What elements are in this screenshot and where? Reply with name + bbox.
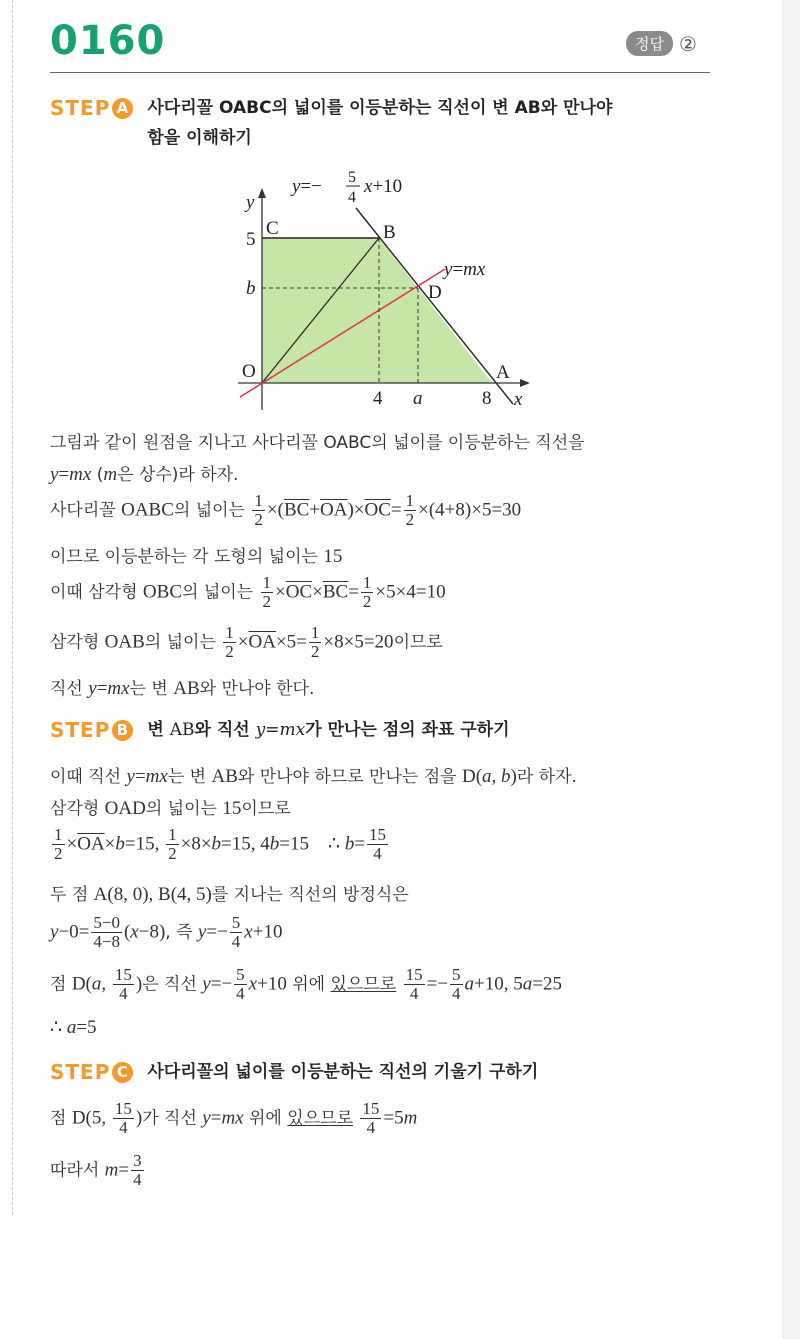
problem-number: 0160 [50,18,166,64]
step-a-title-line2: 함을 이해하기 [147,128,252,148]
c-line1: 점 D(5, $\frac{15}{4}$ )가 직선 y=mx 위에 있으므로 $\frac{15}{4}$ =5m [50,1099,418,1137]
page-shadow [782,0,800,1339]
point-d-label: D [428,282,442,303]
tick-5: 5 [246,229,256,250]
step-c-label [50,1060,133,1084]
eq-ab-label: y=− [292,176,322,197]
page-edge-dashed [12,0,13,1215]
a-line2: y=mx (m은 상수)라 하자. [50,464,239,485]
step-c-word: STEP [50,1060,111,1084]
tick-b: b [246,278,256,299]
trapezoid-figure [230,170,550,420]
c-line2: 따라서 m= $\frac{3}{4}$ [50,1151,142,1189]
header-divider [50,72,710,73]
step-b-letter: B [112,720,133,741]
a-line3: 사다리꼴 OABC의 넓이는 $\frac{1}{2}$ $\times(\overline{BC}+\overline{OA})\times\overline{OC}=$ $\frac{1}{2}$ ×(4+8)×5=30 [50,491,522,529]
step-a-title-line1: 사다리꼴 OABC의 넓이를 이등분하는 직선이 변 AB와 만나야 [147,98,613,118]
b-line6: 점 D(a, $\frac{15}{4}$ )은 직선 y=− $\frac{5}{4}$ x+10 위에 있으므로 $\frac{15}{4}$ =− $\frac{5}{4}$ a+10, 5a=25 [50,965,562,1003]
a-line5: 이때 삼각형 OBC의 넓이는 $\frac{1}{2}$ $\times\overline{OC}\times\overline{BC}=$ $\frac{1}{2}$ ×5×4=10 [50,573,446,611]
b-line2: 삼각형 OAD의 넓이는 15이므로 [50,798,291,819]
tick-4: 4 [373,388,383,409]
step-c-header [50,1060,538,1087]
a-line7: 직선 y=mx는 변 AB와 만나야 한다. [50,678,315,699]
point-a-label: A [496,362,510,383]
step-a-title [147,93,612,153]
eq-ab-num: 5 [348,170,356,186]
step-a-label [50,96,133,120]
point-o-label: O [242,361,256,382]
point-b-label: B [383,222,396,243]
eq-ab-den: 4 [348,189,356,206]
b-line4: 두 점 A(8, 0), B(4, 5)를 지나는 직선의 방정식은 [50,884,409,905]
step-a-header [50,96,612,153]
b-line5: y−0= $\frac{5-0}{4-8}$ (x−8), 즉 y=− $\frac{5}{4}$ x+10 [50,913,283,951]
a-line4: 이므로 이등분하는 각 도형의 넓이는 15 [50,546,343,567]
step-b-label [50,718,133,742]
eq-mx-label: y=mx [444,259,486,280]
y-axis-arrow [258,188,266,198]
step-a-letter: A [112,98,133,119]
y-label: y [246,192,255,213]
step-b-word: STEP [50,718,111,742]
eq-ab-rest: x+10 [364,176,403,197]
answer-box [626,31,697,56]
step-c-letter: C [112,1062,133,1083]
tick-a: a [413,388,423,409]
x-label: x [514,389,523,410]
a-line1: 그림과 같이 원점을 지나고 사다리꼴 OABC의 넓이를 이등분하는 직선을 [50,433,585,453]
tick-8: 8 [482,388,492,409]
point-c-label: C [266,218,279,239]
step-b-header [50,718,510,745]
answer-badge: 정답 [626,31,673,56]
step-b-title: 변 AB와 직선 y=mx가 만나는 점의 좌표 구하기 [147,720,510,740]
b-line1: 이때 직선 y=mx는 변 AB와 만나야 하므로 만나는 점을 D(a, b)라 하자. [50,766,577,787]
a-line6: 삼각형 OAB의 넓이는 $\frac{1}{2}$ $\times\overline{OA}\times 5=$ $\frac{1}{2}$ ×8×5=20이므로 [50,623,443,661]
x-axis-arrow [520,379,530,387]
step-c-title: 사다리꼴의 넓이를 이등분하는 직선의 기울기 구하기 [147,1062,539,1082]
b-line3: $\frac{1}{2}$ $\times\overline{OA}\times b=15$, $\frac{1}{2}$ ×8×b=15, 4b=15 ∴ b= $\frac{15}{4}$ [54,825,387,863]
step-a-word: STEP [50,96,111,120]
answer-value: ② [678,31,697,56]
b-line7: ∴ a=5 [50,1017,97,1038]
